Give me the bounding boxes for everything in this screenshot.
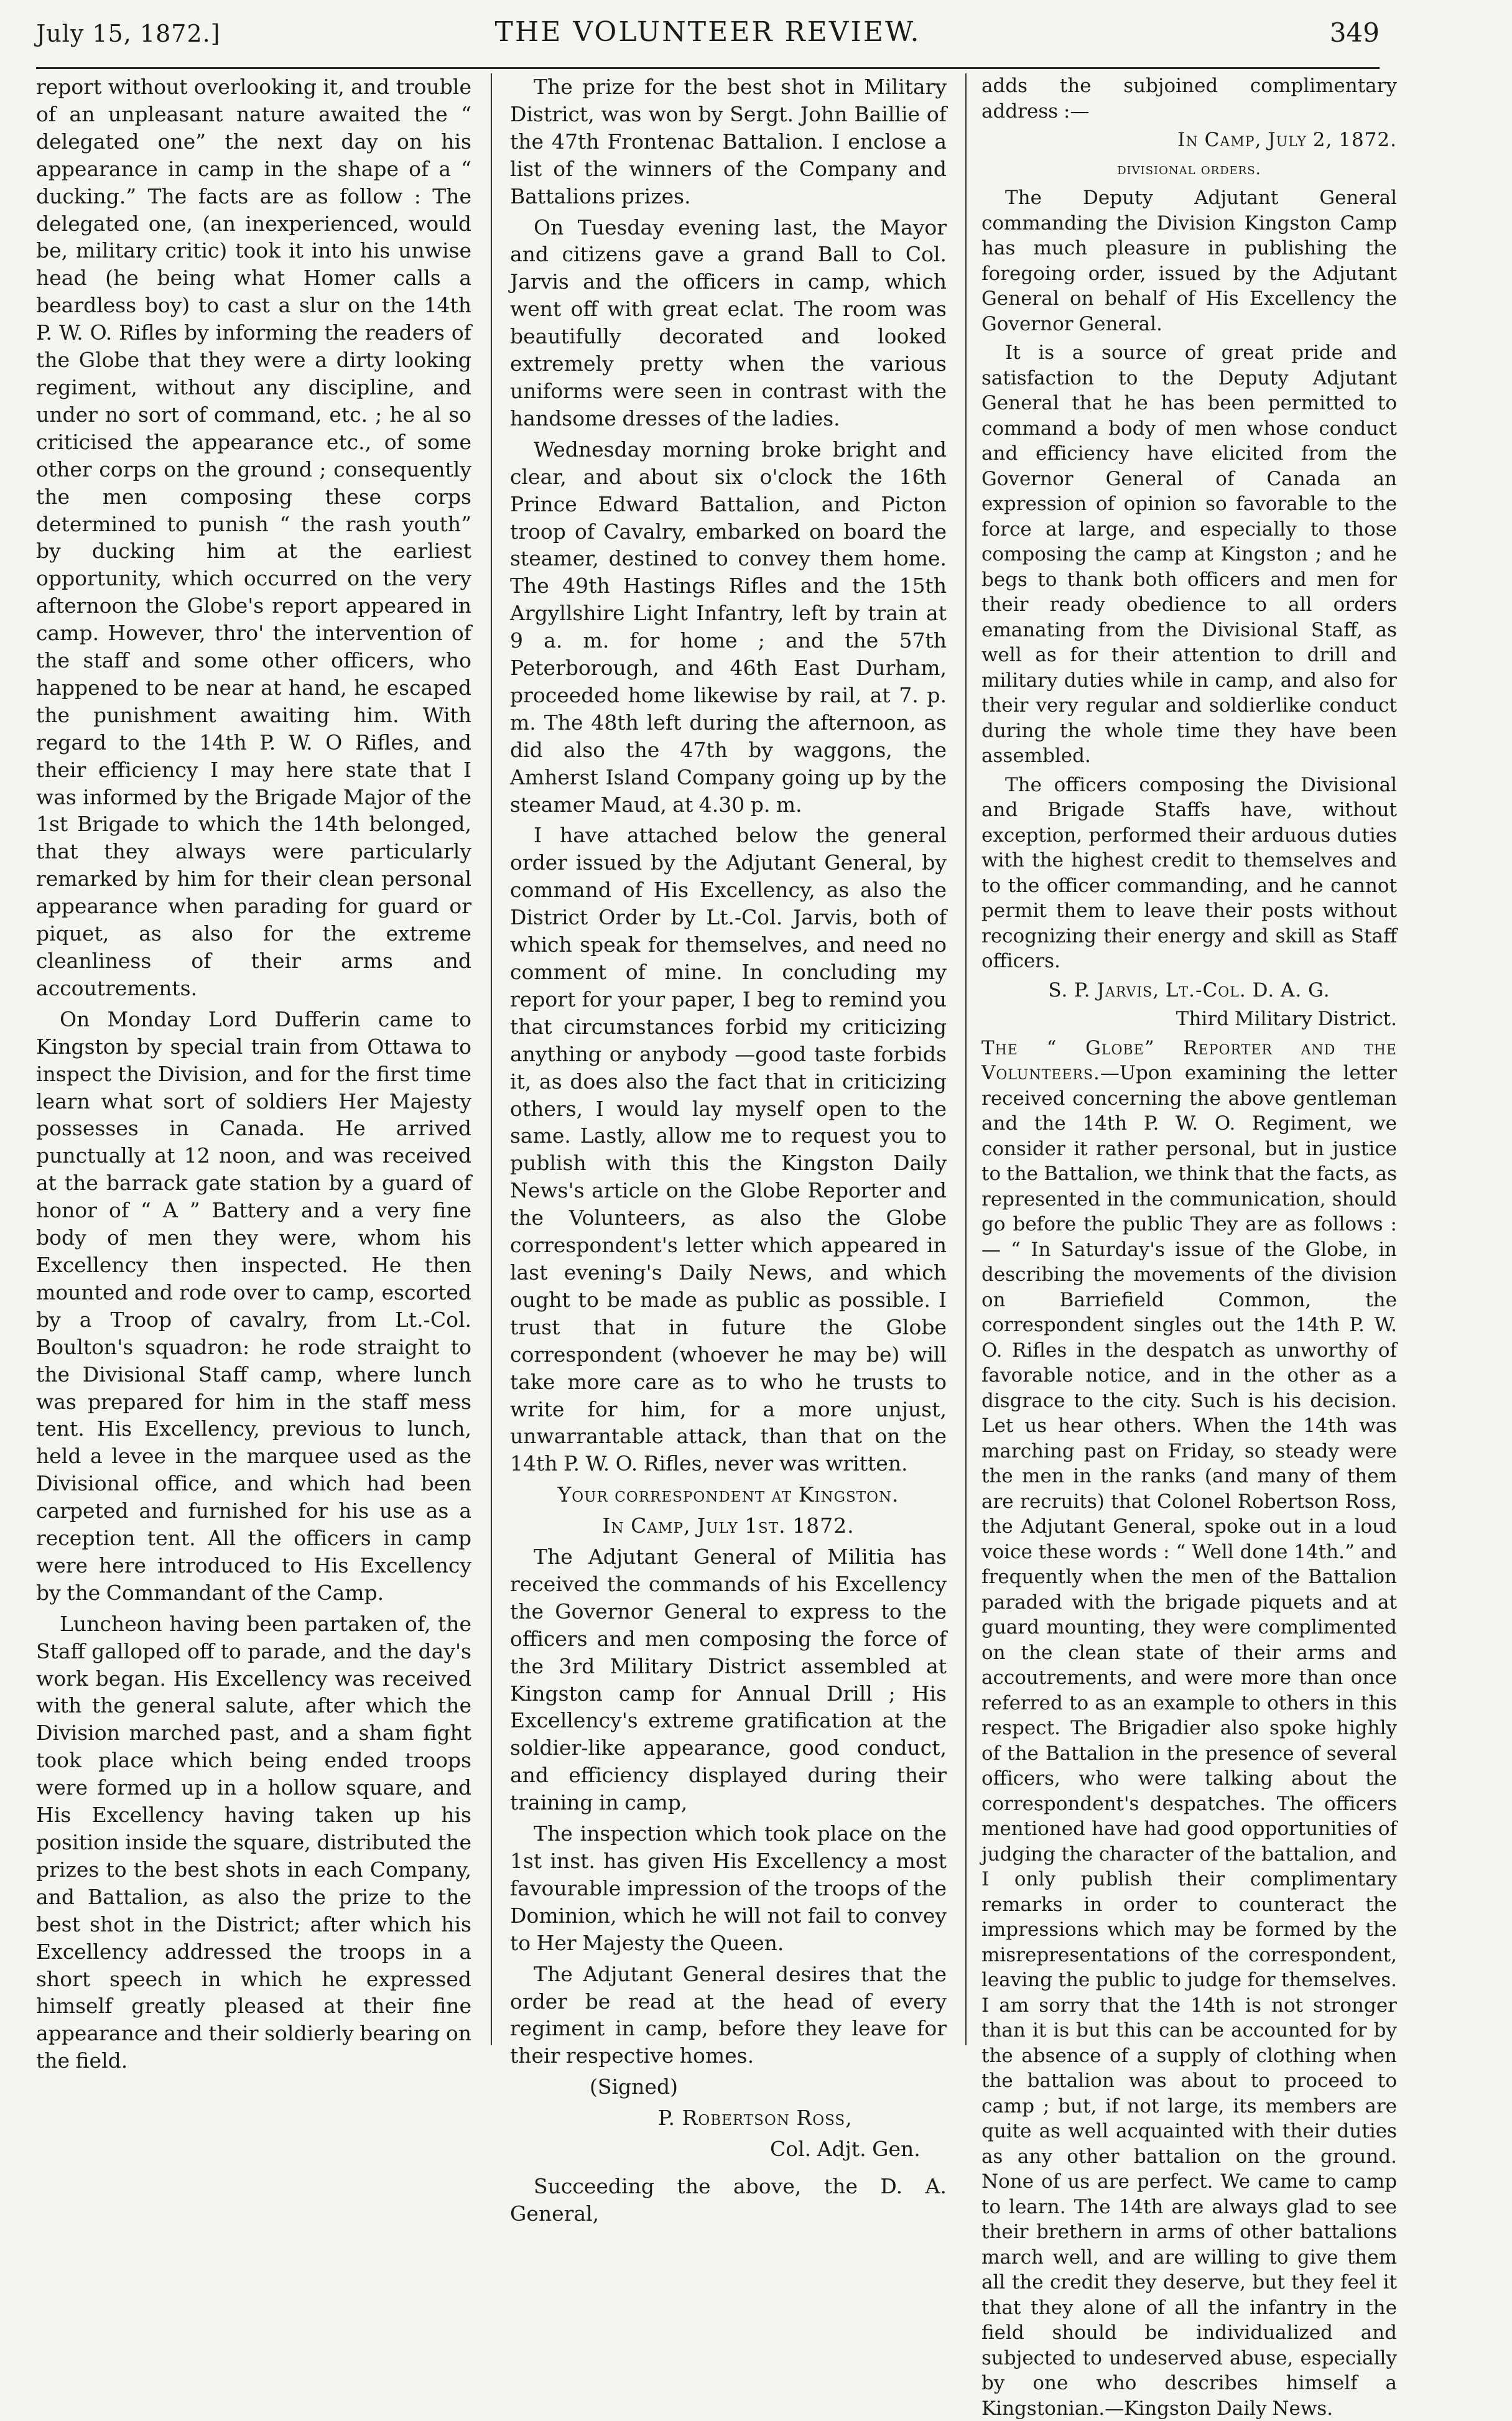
issue-date: July 15, 1872.] xyxy=(36,20,221,47)
signature-title: Third Military District. xyxy=(981,1006,1397,1032)
article xyxy=(981,1036,1397,2421)
paragraph: The inspection which took place on the 1st inst. has given His Excellency a most favourable impression of the troops of the Dominion, which he will not fail to convey to Her Majesty the Queen. xyxy=(510,1820,947,1957)
article-body: —Upon examining the letter received concerning the above gentleman and the 14th P. W. O. Regiment, we consider it rather personal, but in justice to the Battalion, we think that the facts, as represented in the communication, should go before the public They are as follows :— “ In Saturday's issue of the Globe, in describing the movements of the division on Barriefield Common, the correspondent singles out the 14th P. W. O. Rifles in the despatch as unworthy of favorable notice, and in the other as a disgrace to the city. Such is his decision. Let us hear others. When the 14th was marching past on Friday, so steady were the men in the ranks (and many of them are recruits) that Colonel Robertson Ross, the Adjutant General, spoke out in a loud voice these words : “ Well done 14th.” and frequently when the men of the Battalion paraded with the brigade piquets and at guard mounting, they were complimented on the clean state of their arms and accoutrements, and were more than once referred to as an example to others in this respect. The Brigadier also spoke highly of the Battalion in the presence of several officers, who were talking about the correspondent's despatches. The officers mentioned have had good opportunities of judging the character of the battalion, and I only publish their complimentary remarks in order to counteract the impressions which may be formed by the misrepresentations of the correspondent, leaving the public to judge for themselves. I am sorry that the 14th is not stronger than it is but this can be accounted for by the absence of a supply of clothing when the battalion was about to proceed to camp ; but, if not large, its members are quite as well acquainted with their duties as any other battalion on the ground. None of us are perfect. We came to camp to learn. The 14th are always glad to see their brethern in arms of other battalions march well, and are willing to give them all the credit they deserve, but they feel it that they alone of all the infantry in the field should be individualized and subjected to undeserved abuse, especially by one who describes himself a Kingstonian.—Kingston Daily News. xyxy=(981,1062,1397,2420)
column-divider-1 xyxy=(491,73,492,2045)
page-number: 349 xyxy=(1330,17,1380,48)
paragraph: I have attached below the general order issued by the Adjutant General, by command of His Excellency, as also the District Order by Lt.-Col. Jarvis, both of which speak for themselves, and need no comment of mine. In concluding my report for your paper, I beg to remind you that circumstances forbid my criticizing anything or anybody —good taste forbids it, as does also the fact that in criticizing others, I would lay myself open to the same. Lastly, allow me to request you to publish with this the Kingston Daily News's article on the Globe Reporter and the Volunteers, as also the Globe correspondent's letter which appeared in last evening's Daily News, and which ought to be made as public as possible. I trust that in future the Globe correspondent (whoever he may be) will take more care as to who he trusts to write for him, for a more unjust, unwarrantable attack, than that on the 14th P. W. O. Rifles, never was written. xyxy=(510,822,947,1477)
column-2 xyxy=(510,73,947,2045)
article-heading: The “ Globe” Reporter and the Volunteers. xyxy=(981,1037,1397,1085)
column-divider-2 xyxy=(965,73,967,2045)
paragraph: report without overlooking it, and trouble of an unpleasant nature awaited the “ delegated one” the next day on his appearance in camp in the shape of a “ ducking.” The facts are as follow : The delegated one, (an inexperienced, would be, military critic) took it into his unwise head (he being what Homer calls a beardless boy) to cast a slur on the 14th P. W. O. Rifles by informing the readers of the Globe that they were a dirty looking regiment, without any discipline, and under no sort of command, etc. ; he al so criticised the appearance etc., of some other corps on the ground ; consequently the men composing these corps determined to punish “ the rash youth” by ducking him at the earliest opportunity, which occurred on the very afternoon the Globe's report appeared in camp. However, thro' the intervention of the staff and some other officers, who happened to be near at hand, he escaped the punishment awaiting him. With regard to the 14th P. W. O Rifles, and their efficiency I may here state that I was informed by the Brigade Major of the 1st Brigade to which the 14th belonged, that they always were particularly remarked by him for their clean personal appearance when parading for guard or piquet, as also for the extreme cleanliness of their arms and accoutrements. xyxy=(36,73,471,1002)
paragraph: The Adjutant General of Militia has received the commands of his Excellency the Governor General to express to the officers and men composing the force of the 3rd Military District assembled at Kingston camp for Annual Drill ; His Excellency's extreme gratification at the soldier-like appearance, good conduct, and efficiency displayed during their training in camp, xyxy=(510,1543,947,1816)
column-1 xyxy=(36,73,471,2045)
paragraph: The Adjutant General desires that the order be read at the head of every regiment in camp, before they leave for their respective homes. xyxy=(510,1961,947,2070)
masthead xyxy=(36,11,1380,67)
newspaper-title: THE VOLUNTEER REVIEW. xyxy=(36,16,1380,48)
signer-name: P. Robertson Ross, xyxy=(510,2104,947,2132)
paragraph: On Tuesday evening last, the Mayor and citizens gave a grand Ball to Col. Jarvis and the officers in camp, which went off with great eclat. The room was beautifully decorated and looked extremely pretty when the various uniforms were seen in contrast with the handsome dresses of the ladies. xyxy=(510,214,947,432)
section-heading: divisional orders. xyxy=(981,157,1397,182)
signoff: Your correspondent at Kingston. xyxy=(510,1481,947,1508)
paragraph: It is a source of great pride and satisfaction to the Deputy Adjutant General that he has been permitted to command a body of men whose conduct and efficiency have elicited from the Governor General of Canada an expression of opinion so favorable to the force at large, and especially to those composing the camp at Kingston ; and he begs to thank both officers and men for their ready obedience to all orders emanating from the Divisional Staff, as well as for their attention to drill and military duties while in camp, and also for their very regular and soldierlike conduct during the whole time they have been assembled. xyxy=(981,340,1397,769)
signer-title: Col. Adjt. Gen. xyxy=(510,2135,947,2163)
header-rule xyxy=(36,67,1380,69)
paragraph: adds the subjoined complimentary address :— xyxy=(981,73,1397,124)
dateline: In Camp, July 1st. 1872. xyxy=(510,1512,947,1540)
paragraph: The Deputy Adjutant General commanding the Division Kingston Camp has much pleasure in publishing the foregoing order, issued by the Adjutant General on behalf of His Excellency the Governor General. xyxy=(981,185,1397,337)
paragraph: The officers composing the Divisional and Brigade Staffs have, without exception, performed their arduous duties with the highest credit to themselves and to the officer commanding, and he cannot permit them to leave their posts without recognizing their energy and skill as Staff officers. xyxy=(981,773,1397,974)
paragraph: Wednesday morning broke bright and clear, and about six o'clock the 16th Prince Edward Battalion, and Picton troop of Cavalry, embarked on board the steamer, destined to convey them home. The 49th Hastings Rifles and the 15th Argyllshire Light Infantry, left by train at 9 a. m. for home ; and the 57th Peterborough, and 46th East Durham, proceeded home likewise by rail, at 7. p. m. The 48th left during the afternoon, as did also the 47th by waggons, the Amherst Island Company going up by the steamer Maud, at 4.30 p. m. xyxy=(510,436,947,819)
paragraph: The prize for the best shot in Military District, was won by Sergt. John Baillie of the 47th Frontenac Battalion. I enclose a list of the winners of the Company and Battalions prizes. xyxy=(510,73,947,210)
paragraph: Luncheon having been partaken of, the Staff galloped off to parade, and the day's work began. His Excellency was received with the general salute, after which the Division marched past, and a sham fight took place which being ended troops were formed up in a hollow square, and His Excellency having taken up his position inside the square, distributed the prizes to the best shots in each Company, and Battalion, as also the prize to the best shot in the District; after which his Excellency addressed the troops in a short speech in which he expressed himself greatly pleased at their fine appearance and their soldierly bearing on the field. xyxy=(36,1610,471,2075)
signature: S. P. Jarvis, Lt.-Col. D. A. G. xyxy=(981,978,1397,1003)
column-3 xyxy=(981,73,1397,2045)
signed-label: (Signed) xyxy=(510,2073,947,2101)
dateline: In Camp, July 2, 1872. xyxy=(981,128,1397,153)
paragraph: Succeeding the above, the D. A. General, xyxy=(510,2173,947,2228)
paragraph: On Monday Lord Dufferin came to Kingston by special train from Ottawa to inspect the Division, and for the first time learn what sort of soldiers Her Majesty possesses in Canada. He arrived punctually at 12 noon, and was received at the barrack gate station by a guard of honor of “ A ” Battery and a very fine body of men they were, whom his Excellency then inspected. He then mounted and rode over to camp, escorted by a Troop of cavalry, from Lt.-Col. Boulton's squadron: he rode straight to the Divisional Staff camp, where lunch was prepared for him in the staff mess tent. His Excellency, previous to lunch, held a levee in the marquee used as the Divisional office, and which had been carpeted and furnished for his use as a reception tent. All the officers in camp were here introduced to His Excellency by the Commandant of the Camp. xyxy=(36,1006,471,1607)
